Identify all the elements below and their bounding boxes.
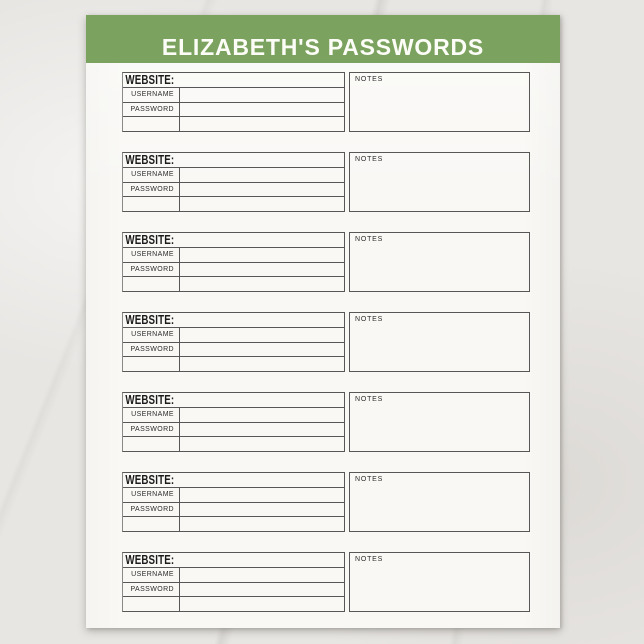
website-label: WEBSITE: — [125, 473, 175, 487]
extra-label-cell — [123, 277, 180, 291]
notes-label: NOTES — [355, 556, 384, 563]
credentials-table — [122, 312, 345, 372]
password-label: PASSWORD — [130, 586, 174, 593]
username-label: USERNAME — [131, 251, 174, 259]
password-label-cell — [123, 583, 180, 597]
extra-field[interactable] — [180, 597, 344, 611]
password-row — [123, 103, 344, 118]
extra-row — [123, 517, 344, 531]
website-row — [123, 313, 344, 328]
password-entry — [122, 392, 530, 452]
username-label-cell — [123, 88, 180, 102]
username-field[interactable] — [180, 328, 344, 342]
username-field[interactable] — [180, 88, 344, 102]
password-field[interactable] — [180, 263, 344, 277]
notes-field[interactable] — [355, 163, 524, 203]
username-field[interactable] — [180, 488, 344, 502]
password-row — [123, 263, 344, 278]
notes-box[interactable] — [349, 552, 530, 612]
username-row — [123, 168, 344, 183]
website-label: WEBSITE: — [125, 393, 175, 407]
extra-field[interactable] — [180, 277, 344, 291]
notes-label: NOTES — [355, 396, 384, 403]
password-sheet — [86, 15, 560, 628]
username-label: USERNAME — [131, 491, 174, 499]
username-label-cell — [123, 328, 180, 342]
extra-field[interactable] — [180, 117, 344, 131]
password-field[interactable] — [180, 103, 344, 117]
password-label-cell — [123, 343, 180, 357]
password-label: PASSWORD — [130, 266, 174, 273]
username-label: USERNAME — [131, 411, 174, 419]
notes-box[interactable] — [349, 232, 530, 292]
credentials-table — [122, 72, 345, 132]
extra-row — [123, 197, 344, 211]
username-field[interactable] — [180, 248, 344, 262]
username-label: USERNAME — [131, 171, 174, 179]
username-label-cell — [123, 248, 180, 262]
credentials-table — [122, 472, 345, 532]
extra-row — [123, 117, 344, 131]
password-entry — [122, 72, 530, 132]
notes-box[interactable] — [349, 312, 530, 372]
credentials-table — [122, 232, 345, 292]
password-field[interactable] — [180, 583, 344, 597]
username-label-cell — [123, 168, 180, 182]
username-field[interactable] — [180, 408, 344, 422]
title-bar — [86, 15, 560, 63]
extra-row — [123, 597, 344, 611]
extra-field[interactable] — [180, 197, 344, 211]
website-label: WEBSITE: — [125, 73, 175, 87]
extra-row — [123, 277, 344, 291]
username-label: USERNAME — [131, 571, 174, 579]
username-row — [123, 408, 344, 423]
password-label-cell — [123, 263, 180, 277]
password-field[interactable] — [180, 183, 344, 197]
notes-field[interactable] — [355, 323, 524, 363]
notes-label: NOTES — [355, 316, 384, 323]
website-row — [123, 73, 344, 88]
password-row — [123, 183, 344, 198]
password-row — [123, 423, 344, 438]
username-row — [123, 488, 344, 503]
notes-field[interactable] — [355, 483, 524, 523]
username-label: USERNAME — [131, 91, 174, 99]
notes-field[interactable] — [355, 563, 524, 603]
extra-label-cell — [123, 357, 180, 371]
password-label-cell — [123, 503, 180, 517]
notes-box[interactable] — [349, 472, 530, 532]
password-field[interactable] — [180, 343, 344, 357]
username-field[interactable] — [180, 568, 344, 582]
notes-field[interactable] — [355, 403, 524, 443]
website-label: WEBSITE: — [125, 233, 175, 247]
notes-box[interactable] — [349, 152, 530, 212]
username-row — [123, 88, 344, 103]
notes-label: NOTES — [355, 236, 384, 243]
extra-label-cell — [123, 597, 180, 611]
extra-label-cell — [123, 437, 180, 451]
password-label: PASSWORD — [130, 506, 174, 513]
extra-label-cell — [123, 197, 180, 211]
password-entry — [122, 552, 530, 612]
website-label: WEBSITE: — [125, 153, 175, 167]
website-row — [123, 393, 344, 408]
extra-field[interactable] — [180, 357, 344, 371]
website-label: WEBSITE: — [125, 313, 175, 327]
notes-box[interactable] — [349, 392, 530, 452]
password-row — [123, 583, 344, 598]
notes-label: NOTES — [355, 76, 384, 83]
username-label: USERNAME — [131, 331, 174, 339]
password-label: PASSWORD — [130, 186, 174, 193]
credentials-table — [122, 392, 345, 452]
notes-field[interactable] — [355, 243, 524, 283]
username-row — [123, 568, 344, 583]
username-row — [123, 328, 344, 343]
extra-row — [123, 357, 344, 371]
extra-field[interactable] — [180, 517, 344, 531]
extra-field[interactable] — [180, 437, 344, 451]
username-label-cell — [123, 568, 180, 582]
page-title: ELIZABETH'S PASSWORDS — [161, 34, 485, 60]
password-field[interactable] — [180, 423, 344, 437]
username-label-cell — [123, 488, 180, 502]
password-label-cell — [123, 423, 180, 437]
notes-label: NOTES — [355, 476, 384, 483]
website-row — [123, 553, 344, 568]
password-entry — [122, 312, 530, 372]
password-row — [123, 503, 344, 518]
username-label-cell — [123, 408, 180, 422]
password-label-cell — [123, 183, 180, 197]
password-entry — [122, 472, 530, 532]
credentials-table — [122, 552, 345, 612]
username-field[interactable] — [180, 168, 344, 182]
website-row — [123, 473, 344, 488]
notes-box[interactable] — [349, 72, 530, 132]
password-label: PASSWORD — [130, 346, 174, 353]
notes-label: NOTES — [355, 156, 384, 163]
password-label: PASSWORD — [130, 426, 174, 433]
password-entry — [122, 232, 530, 292]
username-row — [123, 248, 344, 263]
website-row — [123, 233, 344, 248]
password-label-cell — [123, 103, 180, 117]
extra-row — [123, 437, 344, 451]
password-label: PASSWORD — [130, 106, 174, 113]
password-row — [123, 343, 344, 358]
notes-field[interactable] — [355, 83, 524, 123]
extra-label-cell — [123, 517, 180, 531]
credentials-table — [122, 152, 345, 212]
website-row — [123, 153, 344, 168]
website-label: WEBSITE: — [125, 553, 175, 567]
password-entry — [122, 152, 530, 212]
entries-list — [122, 72, 530, 612]
password-field[interactable] — [180, 503, 344, 517]
extra-label-cell — [123, 117, 180, 131]
